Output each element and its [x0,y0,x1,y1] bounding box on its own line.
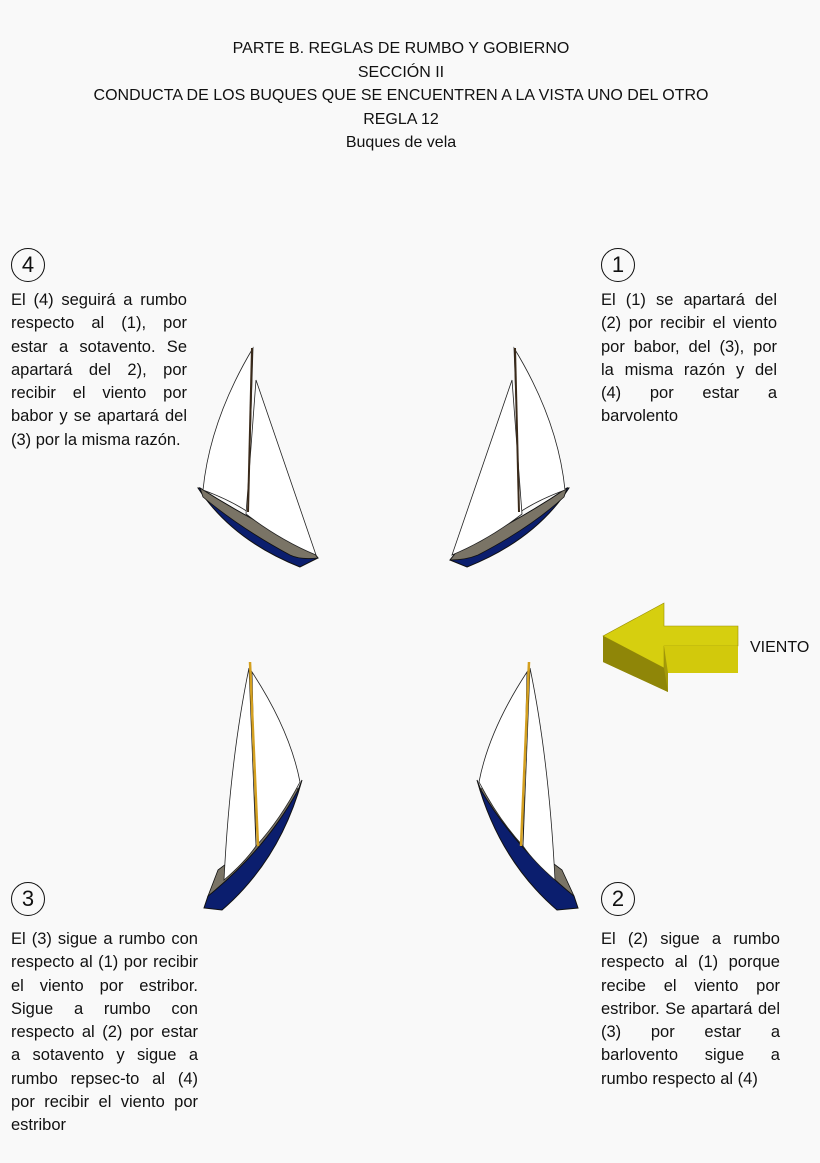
header-subtitle: Buques de vela [345,134,457,151]
header-chapter: CONDUCTA DE LOS BUQUES QUE SE ENCUENTREN A LA VISTA UNO DEL OTRO [93,87,709,104]
boat-3-description: El (3) sigue a rumbo con respecto al (1) por recibir el viento por estribor. Sigue a rumbo con respecto al (2) por estar a sotavento y sigue a rumbo repsec-to al (4) por recibir el viento por estribor [11,930,198,1135]
boat-1-description: El (1) se apartará del (2) por recibir el viento por babor, del (3), por la misma razón y del (4) por estar a barvolento [601,291,777,426]
sailboat-2 [477,662,578,910]
sailboat-1 [450,348,569,567]
boat-4-description: El (4) seguirá a rumbo respecto al (1), por estar a sotavento. Se apartará del 2), por recibir el viento por babor y se apartará del (3) por la misma razón. [11,291,187,449]
boat-number-3: 3 [11,882,45,916]
boat-number-4: 4 [11,248,45,282]
wind-label: VIENTO [750,639,810,656]
sailboat-3 [204,662,302,910]
sailboat-4 [198,348,318,567]
header-rule: REGLA 12 [363,110,439,128]
boat-2-description: El (2) sigue a rumbo respecto al (1) porque recibe el viento por estribor. Se apartará del (3) por estar a barlovento sigue a rumbo respecto al (4) [601,930,780,1088]
header-part-title: PARTE B. REGLAS DE RUMBO Y GOBIERNO [232,40,570,57]
wind-arrow-icon [603,603,738,692]
boat-number-2: 2 [601,882,635,916]
boat-number-1: 1 [601,248,635,282]
header-section: SECCIÓN II [357,63,445,81]
